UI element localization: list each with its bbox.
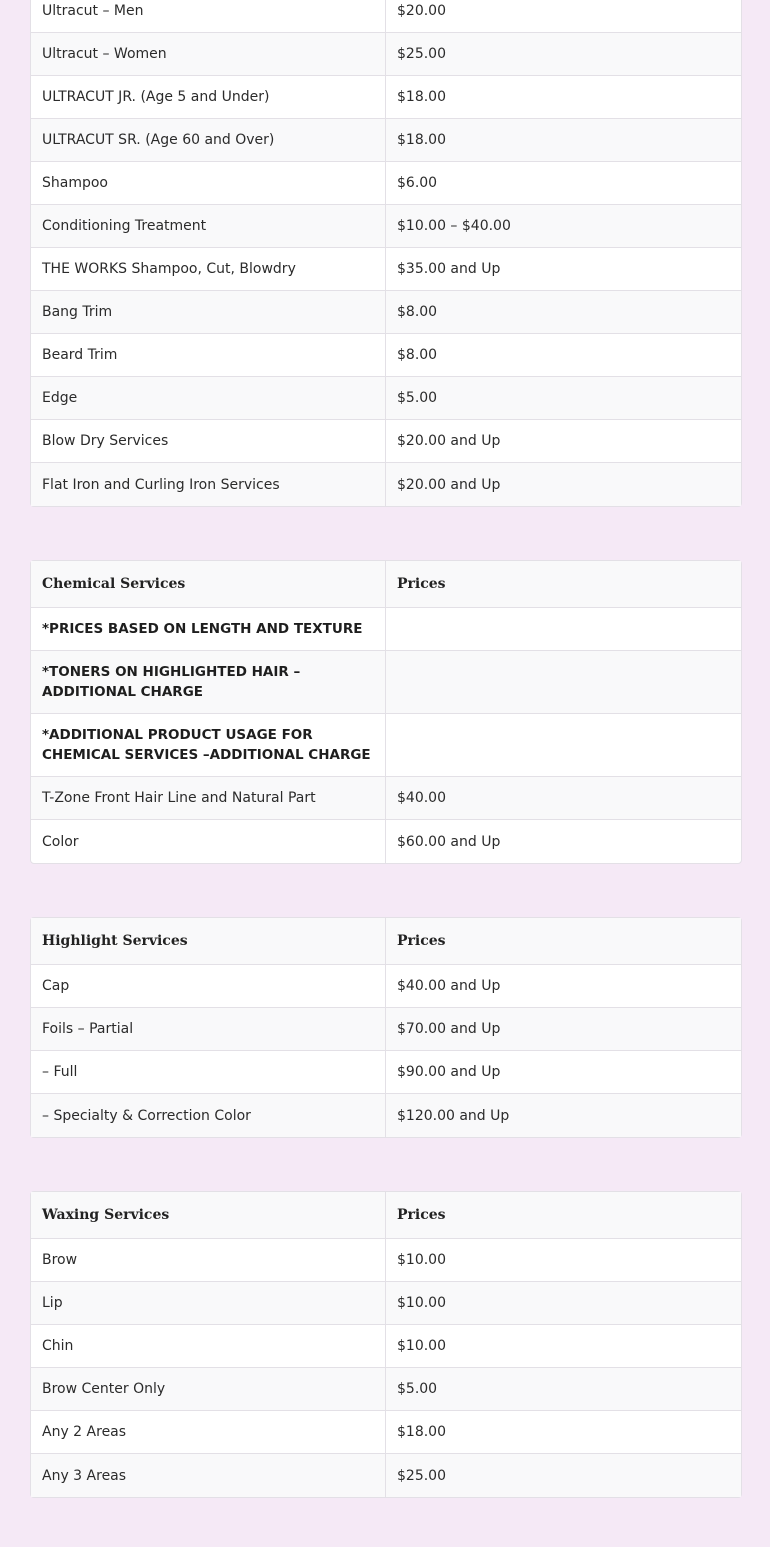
- service-name: Edge: [31, 377, 386, 420]
- table-row: [31, 334, 741, 377]
- service-price: $5.00: [386, 377, 741, 420]
- service-name: Chin: [31, 1325, 386, 1368]
- service-price: $18.00: [386, 1411, 741, 1454]
- service-name: Any 3 Areas: [31, 1454, 386, 1497]
- table-row: [31, 714, 741, 777]
- table-row: [31, 1008, 741, 1051]
- empty-cell: [386, 714, 741, 777]
- column-header-service: Waxing Services: [31, 1192, 386, 1239]
- table-row: [31, 1454, 741, 1497]
- table-row: [31, 608, 741, 651]
- table-row: [31, 777, 741, 820]
- table-row: [31, 248, 741, 291]
- column-header-service: Highlight Services: [31, 918, 386, 965]
- service-price: $90.00 and Up: [386, 1051, 741, 1094]
- service-price: $35.00 and Up: [386, 248, 741, 291]
- service-name: Bang Trim: [31, 291, 386, 334]
- empty-cell: [386, 651, 741, 714]
- service-name: Shampoo: [31, 162, 386, 205]
- table-row: [31, 1368, 741, 1411]
- service-price: $18.00: [386, 76, 741, 119]
- service-price: $10.00: [386, 1239, 741, 1282]
- service-price: $40.00 and Up: [386, 965, 741, 1008]
- chemical-services-table: [30, 560, 742, 864]
- service-name: Lip: [31, 1282, 386, 1325]
- service-price: $20.00 and Up: [386, 463, 741, 506]
- service-name: Foils – Partial: [31, 1008, 386, 1051]
- service-name: Brow Center Only: [31, 1368, 386, 1411]
- table-row: [31, 820, 741, 863]
- service-price: $18.00: [386, 119, 741, 162]
- service-name: THE WORKS Shampoo, Cut, Blowdry: [31, 248, 386, 291]
- service-name: Color: [31, 820, 386, 863]
- service-price: $10.00: [386, 1282, 741, 1325]
- service-price: $10.00 – $40.00: [386, 205, 741, 248]
- empty-cell: [386, 608, 741, 651]
- table-header-row: [31, 918, 741, 965]
- service-price: $10.00: [386, 1325, 741, 1368]
- column-header-price: Prices: [386, 1192, 741, 1239]
- table-row: [31, 1411, 741, 1454]
- service-name: Any 2 Areas: [31, 1411, 386, 1454]
- table-row: [31, 1325, 741, 1368]
- table-row: [31, 377, 741, 420]
- service-name: Cap: [31, 965, 386, 1008]
- service-name: Flat Iron and Curling Iron Services: [31, 463, 386, 506]
- service-name: – Full: [31, 1051, 386, 1094]
- service-name: Conditioning Treatment: [31, 205, 386, 248]
- service-price: $8.00: [386, 291, 741, 334]
- service-price: $25.00: [386, 33, 741, 76]
- service-name: Brow: [31, 1239, 386, 1282]
- service-name: Blow Dry Services: [31, 420, 386, 463]
- highlight-services-table: [30, 917, 742, 1138]
- pricing-note: *PRICES BASED ON LENGTH AND TEXTURE: [31, 608, 386, 651]
- table-header-row: [31, 561, 741, 608]
- service-price: $40.00: [386, 777, 741, 820]
- service-name: T-Zone Front Hair Line and Natural Part: [31, 777, 386, 820]
- table-row: [31, 205, 741, 248]
- table-row: [31, 1094, 741, 1137]
- service-price: $20.00: [386, 0, 741, 33]
- table-row: [31, 965, 741, 1008]
- service-name: ULTRACUT SR. (Age 60 and Over): [31, 119, 386, 162]
- service-name: – Specialty & Correction Color: [31, 1094, 386, 1137]
- pricing-note: *TONERS ON HIGHLIGHTED HAIR – ADDITIONAL CHARGE: [31, 651, 386, 714]
- service-name: ULTRACUT JR. (Age 5 and Under): [31, 76, 386, 119]
- basic-services-table: [30, 0, 742, 507]
- service-price: $25.00: [386, 1454, 741, 1497]
- table-header-row: [31, 1192, 741, 1239]
- service-price: $120.00 and Up: [386, 1094, 741, 1137]
- service-price: $5.00: [386, 1368, 741, 1411]
- table-row: [31, 1051, 741, 1094]
- service-price: $6.00: [386, 162, 741, 205]
- table-row: [31, 162, 741, 205]
- table-row: [31, 463, 741, 506]
- column-header-service: Chemical Services: [31, 561, 386, 608]
- waxing-services-table: [30, 1191, 742, 1498]
- service-price: $8.00: [386, 334, 741, 377]
- table-row: [31, 76, 741, 119]
- table-row: [31, 1239, 741, 1282]
- table-row: [31, 651, 741, 714]
- service-price: $60.00 and Up: [397, 833, 501, 850]
- pricing-note: *ADDITIONAL PRODUCT USAGE FOR CHEMICAL SERVICES –ADDITIONAL CHARGE: [31, 714, 386, 777]
- table-row: [31, 420, 741, 463]
- table-row: [31, 1282, 741, 1325]
- table-row: [31, 291, 741, 334]
- service-name: Ultracut – Women: [31, 33, 386, 76]
- service-price: $20.00 and Up: [386, 420, 741, 463]
- column-header-price: Prices: [386, 561, 741, 608]
- service-price: $70.00 and Up: [386, 1008, 741, 1051]
- table-row: [31, 0, 741, 33]
- service-name: Beard Trim: [31, 334, 386, 377]
- table-row: [31, 119, 741, 162]
- column-header-price: Prices: [386, 918, 741, 965]
- table-row: [31, 33, 741, 76]
- service-name: Ultracut – Men: [31, 0, 386, 33]
